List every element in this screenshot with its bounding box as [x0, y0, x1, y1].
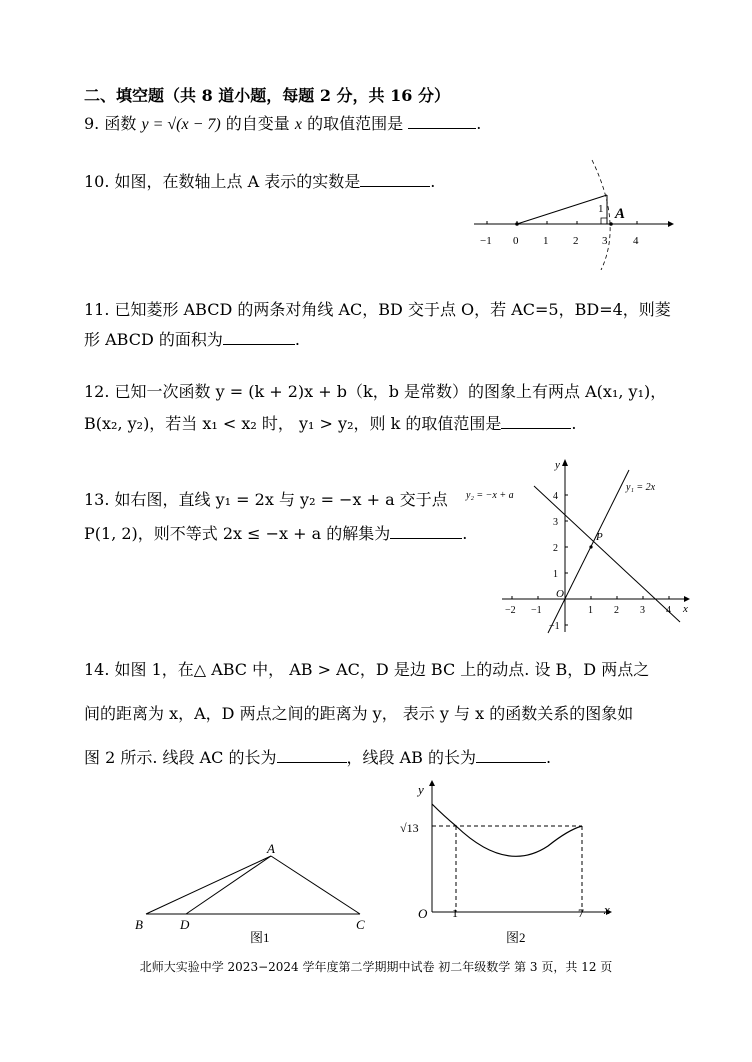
q13-answer-blank[interactable] [390, 524, 462, 539]
q11-line2-text: 形 ABCD 的面积为 [84, 330, 223, 349]
q9-end: . [476, 114, 482, 133]
section-heading: 二、填空题（共 8 道小题，每题 2 分，共 16 分） [84, 86, 450, 105]
tick-label-1: 1 [543, 235, 549, 247]
q9-answer-blank[interactable] [408, 114, 476, 129]
question-12-line-2 [84, 414, 576, 434]
point-a-dot [609, 222, 613, 226]
question-12-line-1: 12. 已知一次函数 y = (k + 2)x + b（k，b 是常数）的图象上有两点 A(x₁, y₁)， [84, 382, 667, 401]
y-tick-3: 3 [553, 517, 558, 528]
q14-figure-2-graph [368, 778, 618, 948]
q12-line2-text: B(x₂, y₂)，若当 x₁ < x₂ 时， y₁ > y₂，则 k 的取值范围是 [84, 414, 502, 433]
question-14-line-3 [84, 748, 551, 768]
tick-label-neg1: −1 [480, 235, 492, 247]
origin-label: O [418, 906, 428, 921]
side-ac [271, 856, 360, 914]
point-p-label: P [596, 531, 603, 543]
question-13-line-2 [84, 524, 467, 544]
x-axis-label: x [604, 902, 610, 917]
figure-1-caption: 图1 [250, 930, 270, 945]
point-p-dot [589, 545, 592, 548]
point-a-label: A [615, 206, 626, 222]
x1-label: 1 [452, 906, 458, 920]
y-tick-neg1: −1 [549, 621, 560, 632]
y-axis-arrow [562, 459, 568, 466]
question-10 [84, 172, 435, 192]
q11-end: . [294, 330, 300, 349]
y-axis-arrow [429, 780, 435, 786]
vertex-c-label: C [356, 917, 365, 932]
hypotenuse-line [517, 195, 607, 224]
x-axis-label: x [683, 603, 688, 615]
sqrt13-label: √13 [400, 821, 419, 835]
q9-pre: 函数 [104, 114, 137, 133]
line-y2-label: y₂ = −x + a [466, 490, 514, 501]
question-9 [84, 114, 481, 135]
q10-end: . [430, 172, 436, 191]
question-13-line-1: 13. 如右图，直线 y₁ = 2x 与 y₂ = −x + a 交于点 [84, 490, 448, 509]
y-tick-2: 2 [553, 543, 558, 554]
q10-answer-blank[interactable] [360, 172, 430, 187]
figure-2-caption: 图2 [506, 930, 526, 945]
q13-graph-figure [458, 456, 694, 638]
question-11-line-1: 11. 已知菱形 ABCD 的两条对角线 AC，BD 交于点 O，若 AC=5，BD=4，则菱 [84, 300, 671, 319]
function-curve [432, 804, 582, 856]
tick-label-3: 3 [602, 235, 608, 247]
x-tick-neg1: −1 [531, 605, 542, 616]
tick-label-4: 4 [633, 235, 639, 247]
q14-ac-answer-blank[interactable] [277, 748, 347, 763]
x-tick-4: 4 [666, 605, 671, 616]
q14-figure-1-triangle [126, 836, 378, 948]
question-14-line-1: 14. 如图 1，在△ ABC 中， AB > AC，D 是边 BC 上的动点. 设 B，D 两点之 [84, 660, 650, 679]
segment-ad [186, 856, 271, 914]
question-11-line-2 [84, 330, 300, 350]
q14-end: . [546, 748, 552, 767]
q14-line3a: 图 2 所示. 线段 AC 的长为 [84, 748, 277, 767]
q14-ab-answer-blank[interactable] [476, 748, 546, 763]
q9-mid: 的自变量 [225, 114, 290, 133]
vertex-a-label: A [267, 841, 275, 856]
line-y1-label: y₁ = 2x [626, 482, 656, 493]
page-footer: 北师大实验中学 2023−2024 学年度第二学期期中试卷 初二年级数学 第 3 页，共 12 页 [139, 960, 613, 974]
x-tick-3: 3 [640, 605, 645, 616]
line-y2 [534, 486, 680, 622]
q13-end: . [462, 524, 468, 543]
q14-line3b: ，线段 AB 的长为 [346, 748, 476, 767]
y-tick-4: 4 [553, 491, 558, 502]
y-axis-label: y [418, 782, 424, 797]
q12-answer-blank[interactable] [501, 414, 571, 429]
y-tick-1: 1 [553, 569, 558, 580]
q9-var: x [294, 116, 303, 133]
y-axis-label: y [555, 459, 560, 471]
q10-text: 10. 如图，在数轴上点 A 表示的实数是 [84, 172, 361, 191]
tick-label-0: 0 [513, 235, 519, 247]
x-axis-arrow [684, 596, 690, 602]
right-angle-mark [601, 218, 607, 224]
x-tick-2: 2 [614, 605, 619, 616]
q9-formula: y = √(x − 7) [141, 116, 221, 133]
q13-line2-text: P(1, 2)，则不等式 2x ≤ −x + a 的解集为 [84, 524, 391, 543]
side-ab [146, 856, 271, 914]
x7-label: 7 [578, 906, 584, 920]
origin-label: O [556, 588, 564, 600]
question-14-line-2: 间的距离为 x，A，D 两点之间的距离为 y， 表示 y 与 x 的函数关系的图象如 [84, 704, 634, 723]
number-line-arrow [668, 221, 674, 227]
x-tick-1: 1 [588, 605, 593, 616]
side-label: 1 [598, 203, 604, 215]
q10-number-line-figure [468, 155, 678, 270]
x-tick-neg2: −2 [505, 605, 516, 616]
tick-label-2: 2 [573, 235, 579, 247]
point-d-label: D [180, 917, 190, 932]
q11-answer-blank[interactable] [223, 330, 295, 345]
q12-end: . [571, 414, 577, 433]
q9-post: 的取值范围是 [307, 114, 404, 133]
q9-number: 9. [84, 114, 100, 133]
vertex-b-label: B [135, 917, 143, 932]
